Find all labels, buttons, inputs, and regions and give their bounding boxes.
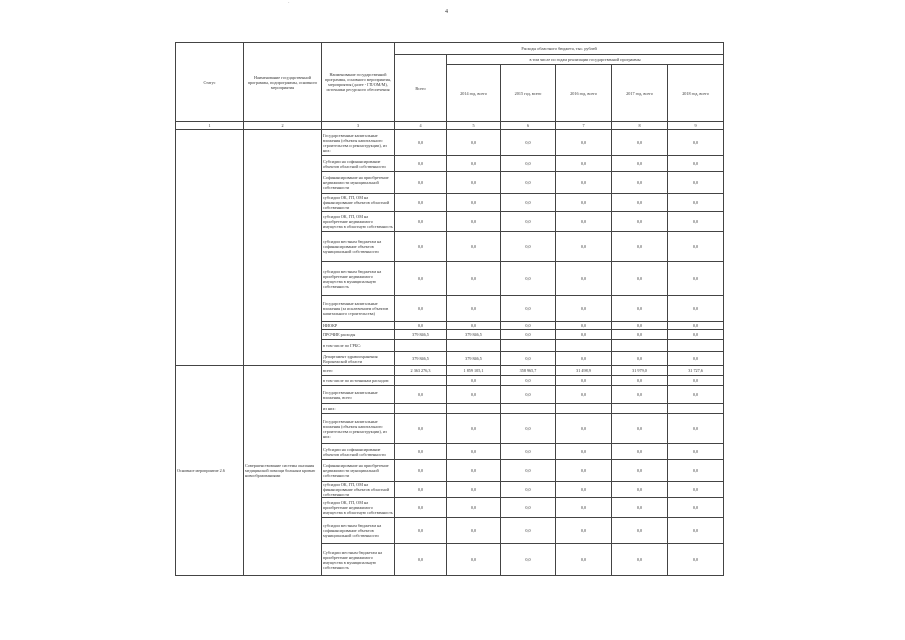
value-cell: 0,0 xyxy=(395,460,447,482)
value-cell: 379 846,5 xyxy=(447,330,501,340)
value-cell: 0,0 xyxy=(668,322,724,330)
value-cell: 31 498,9 xyxy=(556,366,612,376)
value-cell: 0,0 xyxy=(447,414,501,444)
program-name-cell xyxy=(244,130,322,366)
header-program-name: Наименование государственной программы, подпрограммы, основного мероприятия xyxy=(244,43,322,122)
value-cell: 0,0 xyxy=(668,482,724,498)
column-number: 6 xyxy=(501,122,556,130)
value-cell: 0,0 xyxy=(447,262,501,296)
value-cell: 0,0 xyxy=(501,544,556,576)
value-cell: 0,0 xyxy=(395,414,447,444)
value-cell: 0,0 xyxy=(612,482,668,498)
value-cell: 0,0 xyxy=(612,414,668,444)
value-cell: 0,0 xyxy=(395,498,447,518)
value-cell: 0,0 xyxy=(612,444,668,460)
value-cell: 0,0 xyxy=(501,376,556,386)
value-cell: 0,0 xyxy=(668,262,724,296)
value-cell: 0,0 xyxy=(395,262,447,296)
header-source-name: Наименование государственной программы, основного мероприятия, мероприятия (далее - ГП/ОМ/М), источники ресурсного обеспечения xyxy=(322,43,395,122)
value-cell: 0,0 xyxy=(447,544,501,576)
value-cell: 0,0 xyxy=(668,498,724,518)
value-cell: 0,0 xyxy=(556,262,612,296)
value-cell: 0,0 xyxy=(395,482,447,498)
column-number: 1 xyxy=(176,122,244,130)
value-cell: 0,0 xyxy=(395,194,447,212)
value-cell: 0,0 xyxy=(447,460,501,482)
value-cell: 0,0 xyxy=(501,194,556,212)
value-cell: 0,0 xyxy=(501,444,556,460)
source-cell: ПРОЧИЕ расходы xyxy=(322,330,395,340)
value-cell: 0,0 xyxy=(556,544,612,576)
value-cell: 0,0 xyxy=(612,330,668,340)
source-cell: Субсидии местным бюджетам на приобретение недвижимого имущества в муниципальную собственность xyxy=(322,544,395,576)
value-cell xyxy=(556,404,612,414)
value-cell: 0,0 xyxy=(447,194,501,212)
value-cell: 0,0 xyxy=(501,322,556,330)
value-cell: 0,0 xyxy=(447,376,501,386)
value-cell: 0,0 xyxy=(447,172,501,194)
value-cell: 0,0 xyxy=(447,386,501,404)
source-cell: Департамент здравоохранения Воронежской области xyxy=(322,352,395,366)
value-cell: 0,0 xyxy=(556,376,612,386)
value-cell xyxy=(395,404,447,414)
header-year: 2018 год, всего xyxy=(668,65,724,122)
source-cell: Государственные капитальные вложения (за исключением объектов капитального строительства) xyxy=(322,296,395,322)
page-number: 4 xyxy=(445,9,448,15)
value-cell xyxy=(612,340,668,352)
source-cell: субсидии местным бюджетам на приобретение недвижимого имущества в муниципальную собственность xyxy=(322,262,395,296)
value-cell: 0,0 xyxy=(447,498,501,518)
column-number: 2 xyxy=(244,122,322,130)
value-cell xyxy=(447,404,501,414)
value-cell: 0,0 xyxy=(556,444,612,460)
value-cell: 0,0 xyxy=(501,130,556,156)
value-cell: 31 979,0 xyxy=(612,366,668,376)
source-cell: НИОКР xyxy=(322,322,395,330)
page-tick-mark: · xyxy=(288,1,290,6)
value-cell: 0,0 xyxy=(447,444,501,460)
value-cell: 0,0 xyxy=(501,498,556,518)
value-cell: 379 846,5 xyxy=(447,352,501,366)
program-name-cell: Совершенствование системы оказания медицинской помощи больным кровью новообразованиями xyxy=(244,366,322,576)
value-cell: 0,0 xyxy=(668,352,724,366)
source-cell: Государственные капитальные вложения (объекты капитального строительства и реконструкции), из них: xyxy=(322,130,395,156)
value-cell: 0,0 xyxy=(612,498,668,518)
header-breakdown: в том числе по годам реализации государственной программы xyxy=(447,55,724,65)
value-cell: 0,0 xyxy=(395,444,447,460)
header-expenses: Расходы областного бюджета, тыс. рублей xyxy=(395,43,724,55)
value-cell: 0,0 xyxy=(612,352,668,366)
value-cell: 0,0 xyxy=(668,460,724,482)
value-cell: 0,0 xyxy=(668,156,724,172)
source-cell: Софинансирование на приобретение недвижимости муниципальной собственности xyxy=(322,460,395,482)
value-cell xyxy=(395,376,447,386)
status-cell: Основное мероприятие 2.6 xyxy=(176,366,244,576)
source-cell: субсидии ОК, ГП, ОМ на финансирование объектов областной собственности xyxy=(322,194,395,212)
source-cell: Субсидии на софинансирование объектов областной собственности xyxy=(322,156,395,172)
source-cell: в том числе по ГРБС: xyxy=(322,340,395,352)
value-cell: 0,0 xyxy=(447,482,501,498)
value-cell: 0,0 xyxy=(395,296,447,322)
value-cell: 0,0 xyxy=(501,518,556,544)
value-cell: 0,0 xyxy=(447,322,501,330)
value-cell: 0,0 xyxy=(556,414,612,444)
value-cell: 0,0 xyxy=(501,414,556,444)
value-cell: 0,0 xyxy=(395,544,447,576)
value-cell: 0,0 xyxy=(395,172,447,194)
value-cell: 0,0 xyxy=(668,194,724,212)
value-cell: 0,0 xyxy=(501,232,556,262)
header-year: 2015 год, всего xyxy=(501,65,556,122)
value-cell: 0,0 xyxy=(395,322,447,330)
source-cell: Субсидии на софинансирование объектов областной собственности xyxy=(322,444,395,460)
value-cell: 0,0 xyxy=(501,386,556,404)
value-cell: 0,0 xyxy=(668,232,724,262)
value-cell xyxy=(668,404,724,414)
value-cell xyxy=(501,404,556,414)
value-cell: 0,0 xyxy=(501,460,556,482)
value-cell: 0,0 xyxy=(668,414,724,444)
value-cell: 0,0 xyxy=(501,296,556,322)
value-cell: 0,0 xyxy=(612,212,668,232)
column-number-row xyxy=(176,122,724,130)
source-cell: субсидии местным бюджетам на софинансирование объектов муниципальной собственности xyxy=(322,232,395,262)
value-cell: 0,0 xyxy=(447,212,501,232)
value-cell: 0,0 xyxy=(556,482,612,498)
value-cell xyxy=(668,340,724,352)
table-row xyxy=(176,130,724,156)
value-cell: 0,0 xyxy=(668,130,724,156)
value-cell: 0,0 xyxy=(556,212,612,232)
value-cell: 0,0 xyxy=(668,518,724,544)
status-cell xyxy=(176,130,244,366)
value-cell: 0,0 xyxy=(501,352,556,366)
value-cell: 0,0 xyxy=(668,296,724,322)
value-cell: 0,0 xyxy=(612,386,668,404)
value-cell: 0,0 xyxy=(395,518,447,544)
expense-table xyxy=(175,42,724,576)
value-cell: 0,0 xyxy=(556,352,612,366)
column-number: 5 xyxy=(447,122,501,130)
value-cell: 0,0 xyxy=(612,322,668,330)
value-cell: 0,0 xyxy=(612,296,668,322)
value-cell: 0,0 xyxy=(501,212,556,232)
value-cell: 0,0 xyxy=(612,130,668,156)
header-year: 2014 год, всего xyxy=(447,65,501,122)
value-cell: 0,0 xyxy=(556,130,612,156)
value-cell: 0,0 xyxy=(447,518,501,544)
value-cell: 0,0 xyxy=(612,156,668,172)
value-cell: 1 859 105,1 xyxy=(447,366,501,376)
value-cell: 0,0 xyxy=(447,296,501,322)
value-cell: 0,0 xyxy=(612,376,668,386)
source-cell: из них: xyxy=(322,404,395,414)
value-cell: 0,0 xyxy=(556,460,612,482)
value-cell: 0,0 xyxy=(612,518,668,544)
table-row xyxy=(176,366,724,376)
value-cell: 0,0 xyxy=(501,156,556,172)
value-cell: 0,0 xyxy=(556,172,612,194)
value-cell: 0,0 xyxy=(556,296,612,322)
header-status: Статус xyxy=(176,43,244,122)
value-cell: 0,0 xyxy=(556,498,612,518)
value-cell: 0,0 xyxy=(612,172,668,194)
value-cell: 0,0 xyxy=(668,330,724,340)
value-cell xyxy=(447,340,501,352)
value-cell: 0,0 xyxy=(668,544,724,576)
value-cell: 0,0 xyxy=(395,386,447,404)
value-cell: 0,0 xyxy=(612,544,668,576)
value-cell: 0,0 xyxy=(556,322,612,330)
value-cell: 0,0 xyxy=(668,212,724,232)
column-number: 8 xyxy=(612,122,668,130)
value-cell: 0,0 xyxy=(447,156,501,172)
column-number: 7 xyxy=(556,122,612,130)
source-cell: субсидии ОК, ГП, ОМ на приобретение недвижимого имущества в областную собственность xyxy=(322,498,395,518)
value-cell xyxy=(612,404,668,414)
value-cell xyxy=(501,340,556,352)
value-cell xyxy=(395,340,447,352)
value-cell: 0,0 xyxy=(501,172,556,194)
value-cell: 0,0 xyxy=(395,130,447,156)
value-cell: 0,0 xyxy=(556,194,612,212)
source-cell: Государственные капитальные вложения (объекты капитального строительства и реконструкции), из них: xyxy=(322,414,395,444)
value-cell: 0,0 xyxy=(556,156,612,172)
value-cell: 379 846,5 xyxy=(395,330,447,340)
header-total: Всего xyxy=(395,55,447,122)
value-cell: 0,0 xyxy=(612,460,668,482)
value-cell: 0,0 xyxy=(501,330,556,340)
value-cell: 0,0 xyxy=(501,262,556,296)
value-cell: 31 727,6 xyxy=(668,366,724,376)
column-number: 3 xyxy=(322,122,395,130)
value-cell: 0,0 xyxy=(668,386,724,404)
source-cell: Государственные капитальные вложения, всего xyxy=(322,386,395,404)
value-cell: 0,0 xyxy=(447,232,501,262)
source-cell: в том числе по источникам расходов: xyxy=(322,376,395,386)
value-cell: 0,0 xyxy=(556,518,612,544)
source-cell: Софинансирование на приобретение недвижимости муниципальной собственности xyxy=(322,172,395,194)
source-cell: субсидии ОК, ГП, ОМ на приобретение недвижимого имущества в областную собственность xyxy=(322,212,395,232)
value-cell: 0,0 xyxy=(395,232,447,262)
value-cell: 0,0 xyxy=(556,330,612,340)
value-cell: 0,0 xyxy=(612,262,668,296)
value-cell: 0,0 xyxy=(395,212,447,232)
value-cell: 0,0 xyxy=(395,156,447,172)
source-cell: субсидии местным бюджетам на софинансирование объектов муниципальной собственности xyxy=(322,518,395,544)
value-cell: 0,0 xyxy=(668,444,724,460)
header-year: 2017 год, всего xyxy=(612,65,668,122)
value-cell: 0,0 xyxy=(556,232,612,262)
value-cell: 0,0 xyxy=(447,130,501,156)
value-cell xyxy=(556,340,612,352)
value-cell: 358 965,7 xyxy=(501,366,556,376)
column-number: 4 xyxy=(395,122,447,130)
value-cell: 0,0 xyxy=(501,482,556,498)
value-cell: 0,0 xyxy=(612,194,668,212)
source-cell: всего xyxy=(322,366,395,376)
value-cell: 2 363 276,3 xyxy=(395,366,447,376)
value-cell: 0,0 xyxy=(556,386,612,404)
value-cell: 0,0 xyxy=(612,232,668,262)
value-cell: 379 846,5 xyxy=(395,352,447,366)
value-cell: 0,0 xyxy=(668,376,724,386)
source-cell: субсидии ОК, ГП, ОМ на финансирование объектов областной собственности xyxy=(322,482,395,498)
header-year: 2016 год, всего xyxy=(556,65,612,122)
column-number: 9 xyxy=(668,122,724,130)
value-cell: 0,0 xyxy=(668,172,724,194)
